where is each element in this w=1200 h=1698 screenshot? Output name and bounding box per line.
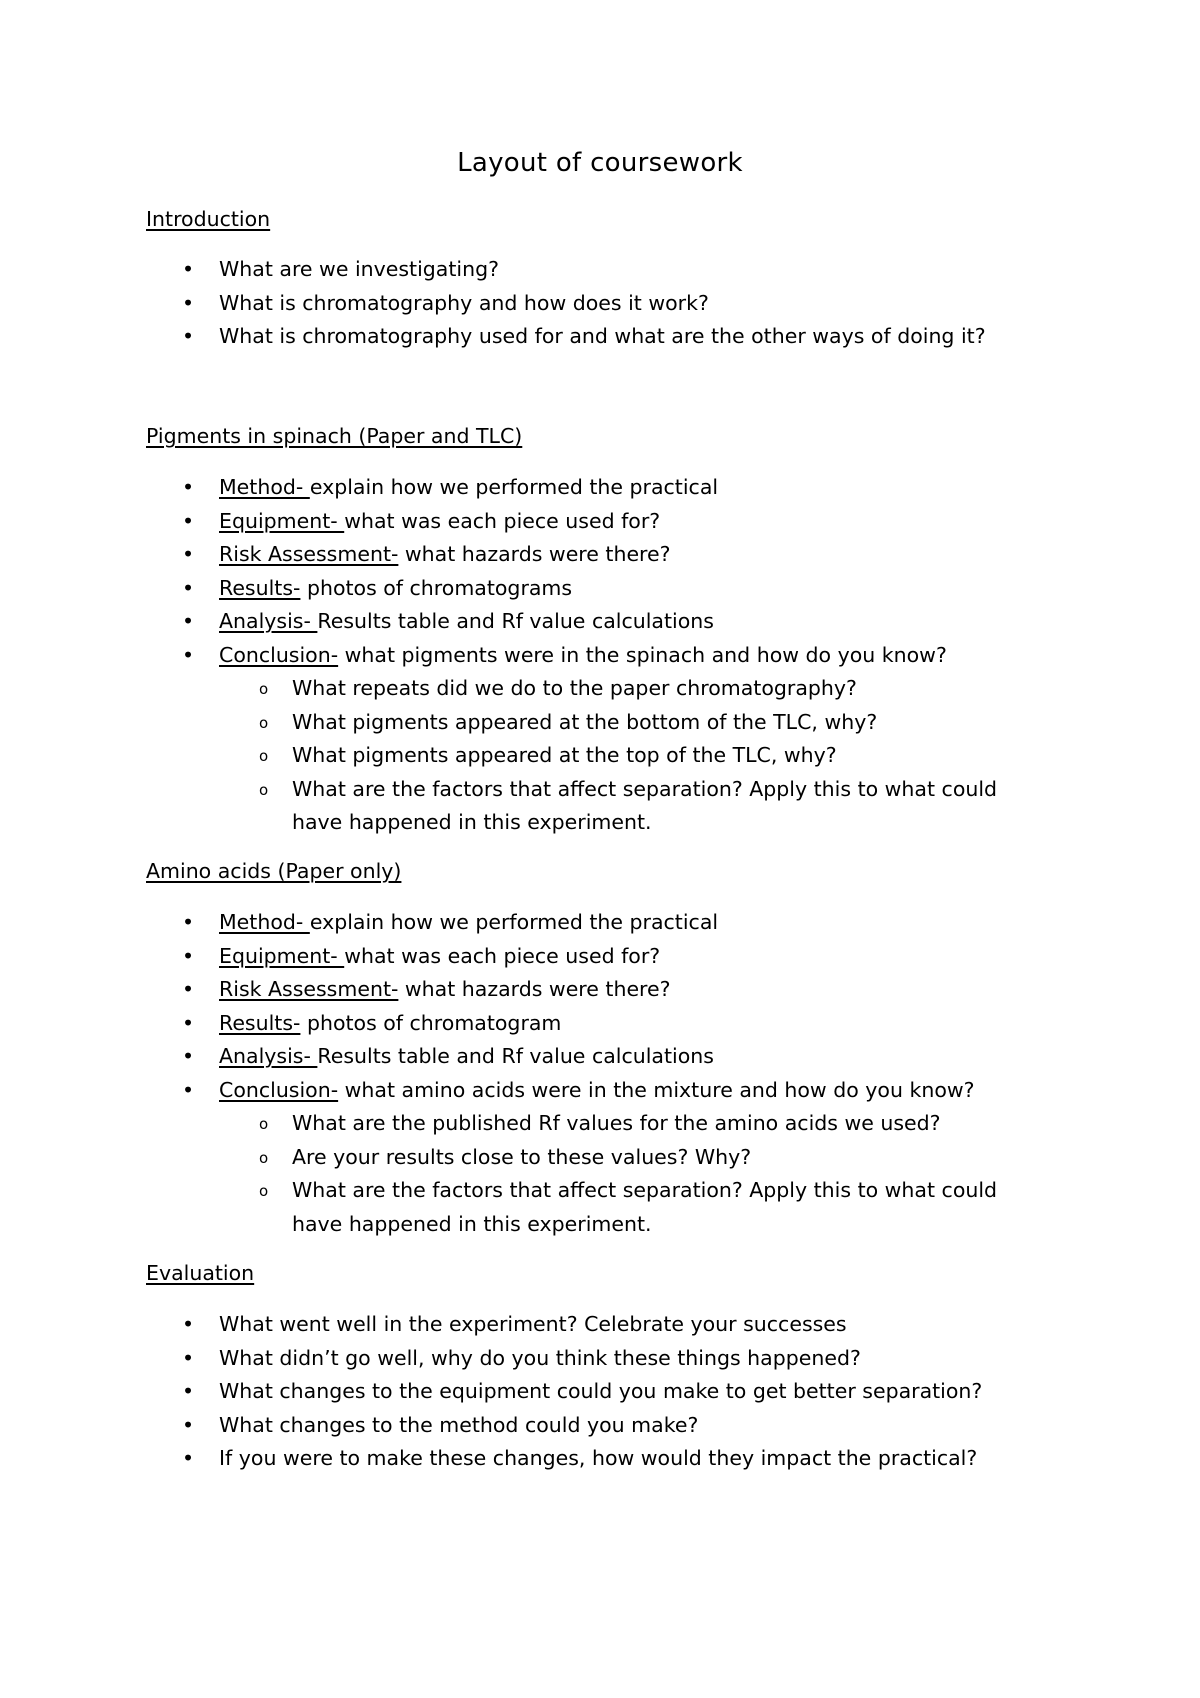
list-item (0, 471, 1052, 505)
page-title: Layout of coursework (457, 148, 743, 178)
list-item (0, 906, 1052, 940)
item-text: photos of chromatograms (300, 575, 573, 600)
item-text: what hazards were there? (398, 542, 671, 566)
list-item: • What changes to the equipment could you make to get better separation? (0, 1375, 982, 1409)
sub-list-item: o What repeats did we do to the paper chromatography? (219, 672, 1052, 706)
item-label: Equipment- (219, 943, 345, 968)
sub-list-item: o Are your results close to these values? Why? (219, 1141, 1052, 1175)
item-text: Results table and Rf value calculations (317, 1044, 714, 1068)
amino-list (0, 906, 1052, 1241)
list-item (0, 639, 1052, 840)
item-text: explain how we performed the practical (309, 475, 719, 499)
item-label: Conclusion- (219, 1077, 339, 1102)
list-item (0, 1040, 1052, 1074)
section-heading-amino-acids: Amino acids (Paper only) (146, 859, 402, 883)
list-item: • What didn’t go well, why do you think these things happened? (0, 1342, 982, 1376)
list-item: • If you were to make these changes, how would they impact the practical? (0, 1442, 982, 1476)
item-text: what was each piece used for? (344, 508, 661, 533)
item-label: Conclusion- (219, 642, 339, 667)
list-item: • What is chromatography used for and what are the other ways of doing it? (0, 320, 986, 354)
item-text: what pigments were in the spinach and how do you know? (338, 642, 947, 667)
item-text: explain how we performed the practical (309, 910, 719, 934)
list-item: • What are we investigating? (0, 253, 986, 287)
sub-list-item: o What are the factors that affect separation? Apply this to what could have happened in this experiment. (219, 773, 1052, 840)
item-label: Results- (219, 1010, 301, 1035)
list-item (0, 572, 1052, 606)
item-label: Equipment- (219, 508, 345, 533)
list-item (0, 538, 1052, 572)
item-label: Method- (219, 475, 310, 499)
item-label: Analysis- (219, 609, 318, 633)
list-item (0, 605, 1052, 639)
item-label: Risk Assessment- (219, 542, 399, 566)
section-heading-introduction: Introduction (146, 207, 271, 231)
section-heading-pigments: Pigments in spinach (Paper and TLC) (146, 424, 523, 448)
list-item (0, 505, 1052, 539)
list-item (0, 1007, 1052, 1041)
item-label: Analysis- (219, 1044, 318, 1068)
item-text: Results table and Rf value calculations (317, 609, 714, 633)
item-label: Method- (219, 910, 310, 934)
pigments-sublist (219, 672, 1052, 840)
list-item (0, 973, 1052, 1007)
item-label: Results- (219, 575, 301, 600)
sub-list-item: o What pigments appeared at the bottom of the TLC, why? (219, 706, 1052, 740)
item-text: photos of chromatogram (300, 1010, 562, 1035)
sub-list-item: o What pigments appeared at the top of the TLC, why? (219, 739, 1052, 773)
item-text: what hazards were there? (398, 977, 671, 1001)
sub-list-item: o What are the factors that affect separation? Apply this to what could have happened in this experiment. (219, 1174, 1052, 1241)
amino-sublist (219, 1107, 1052, 1241)
item-text: what was each piece used for? (344, 943, 661, 968)
sub-list-item: o What are the published Rf values for the amino acids we used? (219, 1107, 1052, 1141)
introduction-list (0, 253, 986, 354)
list-item: • What changes to the method could you make? (0, 1409, 982, 1443)
item-label: Risk Assessment- (219, 977, 399, 1001)
list-item: • What is chromatography and how does it work? (0, 287, 986, 321)
pigments-list (0, 471, 1052, 840)
list-item (0, 940, 1052, 974)
item-text: what amino acids were in the mixture and how do you know? (338, 1077, 975, 1102)
list-item: • What went well in the experiment? Celebrate your successes (0, 1308, 982, 1342)
list-item (0, 1074, 1052, 1242)
evaluation-list (0, 1308, 982, 1476)
section-heading-evaluation: Evaluation (146, 1261, 255, 1285)
